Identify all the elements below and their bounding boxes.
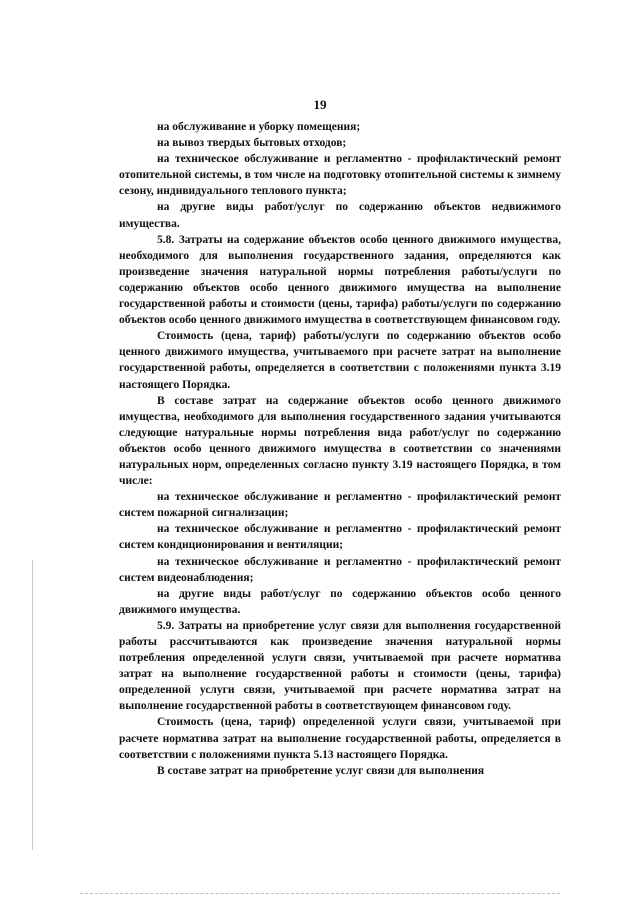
body-text bbox=[119, 119, 561, 779]
paragraph-14: В составе затрат на приобретение услуг связи для выполнения bbox=[157, 764, 485, 777]
scan-bottom-edge bbox=[80, 893, 560, 894]
paragraph-11: на другие виды работ/услуг по содержанию объектов особо ценного движимого имущества. bbox=[119, 587, 561, 616]
paragraph-2: на вывоз твердых бытовых отходов; bbox=[157, 137, 347, 150]
paragraph-5-9: 5.9. Затраты на приобретение услуг связи для выполнения государственной работы рассчитываются как произведение значения натуральной нормы потребления определенной услуги связи, учитываемой при расчете норматива затрат на выполнение государственной работы и стоимости (цены, тарифа) определенной услуги связи, учитываемой при расчете норматива затрат на выполнение государственной работы в соответствующем финансовом году. bbox=[119, 619, 561, 713]
paragraph-6: Стоимость (цена, тариф) работы/услуги по содержанию объектов особо ценного движимого имущества, учитываемого при расчете затрат на выполнение государственной работы, определяется в соответствии с положениями пункта 3.19 настоящего Порядка. bbox=[119, 330, 561, 391]
paragraph-9: на техническое обслуживание и регламентно - профилактический ремонт систем кондиционирования и вентиляции; bbox=[119, 523, 561, 552]
paragraph-4: на другие виды работ/услуг по содержанию объектов недвижимого имущества. bbox=[119, 201, 561, 230]
paragraph-3: на техническое обслуживание и регламентно - профилактический ремонт отопительной системы, в том числе на подготовку отопительной системы к зимнему сезону, индивидуального теплового пункта; bbox=[119, 153, 561, 198]
paragraph-1: на обслуживание и уборку помещения; bbox=[157, 121, 361, 133]
paragraph-5-8: 5.8. Затраты на содержание объектов особо ценного движимого имущества, необходимого для выполнения государственного задания, определяются как произведение значения натуральной нормы потребления работы/услуги по содержанию объектов особо ценного движимого имущества на выполнение государственной работы и стоимости (цены, тарифа) работы/услуги по содержанию объектов особо ценного движимого имущества в соответствующем финансовом году. bbox=[119, 233, 561, 327]
scan-margin-line bbox=[32, 560, 33, 850]
paragraph-13: Стоимость (цена, тариф) определенной услуги связи, учитываемой при расчете норматива затрат на выполнение государственной работы, определяется в соответствии с положениями пункта 5.13 настоящего Порядка. bbox=[119, 716, 561, 761]
page-number: 19 bbox=[313, 97, 327, 112]
paragraph-7: В составе затрат на содержание объектов особо ценного движимого имущества, необходимого для выполнения государственного задания учитываются следующие натуральные нормы потребления вида работ/услуг по содержанию объектов особо ценного движимого имущества в соответствии со значениями натуральных норм, определенных согласно пункту 3.19 настоящего Порядка, в том числе: bbox=[119, 394, 561, 488]
paragraph-8: на техническое обслуживание и регламентно - профилактический ремонт систем пожарной сигнализации; bbox=[119, 491, 561, 520]
paragraph-10: на техническое обслуживание и регламентно - профилактический ремонт систем видеонаблюдения; bbox=[119, 555, 561, 584]
